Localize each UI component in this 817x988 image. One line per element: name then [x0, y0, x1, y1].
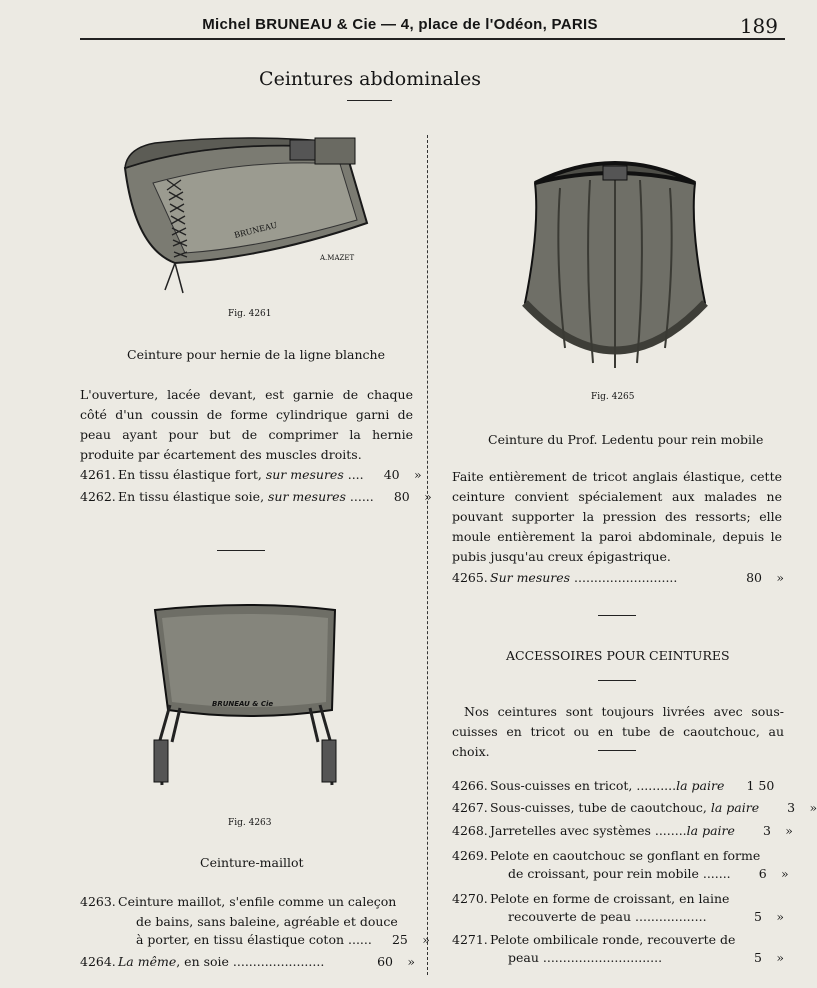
accessories-heading: ACCESSOIRES POUR CEINTURES: [506, 648, 730, 663]
price-line-4269-b: de croissant, pour rein mobile ....... 6 »: [508, 866, 789, 881]
belt-imprint-text: BRUNEAU: [233, 220, 279, 240]
product-title-4263: Ceinture-maillot: [200, 855, 304, 870]
figure-caption-4263: Fig. 4263: [228, 818, 272, 828]
section-rule: [598, 750, 636, 751]
product-title-4265: Ceinture du Prof. Ledentu pour rein mobile: [488, 432, 764, 447]
price-line-4263-a: 4263. Ceinture maillot, s'enfile comme un caleçon: [80, 894, 397, 909]
price-line-4267: 4267. Sous-cuisses, tube de caoutchouc, la paire 3 »: [452, 800, 817, 815]
figure-caption-4261: Fig. 4261: [228, 309, 272, 319]
price-line-4269-a: 4269. Pelote en caoutchouc se gonflant en forme: [452, 848, 761, 863]
description-4265: Faite entièrement de tricot anglais élastique, cette ceinture convient spécialement aux malades ne pouvant supporter la pression des ressorts; elle moule entièrement la paroi abdominale, depuis le pubis jusqu'au creux épigastrique.: [452, 469, 782, 564]
accessories-note: Nos ceintures sont toujours livrées avec sous-cuisses en tricot ou en tube de caoutchouc, au choix.: [452, 704, 784, 759]
figure-caption-4265: Fig. 4265: [591, 392, 635, 402]
price-line-4263-c: à porter, en tissu élastique coton ...... 25 »: [136, 932, 430, 947]
title-rule: [347, 100, 392, 101]
price-line-4266: 4266. Sous-cuisses en tricot, ..........la paire 1 50: [452, 778, 775, 793]
price-line-4271-b: peau .............................. 5 »: [508, 950, 784, 965]
price-line-4268: 4268. Jarretelles avec systèmes ........la paire 3 »: [452, 823, 793, 838]
description-4261: L'ouverture, lacée devant, est garnie de chaque côté d'un coussin de forme cylindrique garni de peau ayant pour but de comprimer la hernie produite par écartement des muscles droits.: [80, 387, 413, 462]
artist-signature: A.MAZET: [320, 254, 355, 262]
header-rule: [80, 38, 785, 40]
price-line-4270-b: recouverte de peau .................. 5 »: [508, 909, 784, 924]
maillot-belt-illustration: [150, 600, 350, 800]
column-divider: [427, 135, 428, 975]
section-rule: [598, 680, 636, 681]
price-line-4271-a: 4271. Pelote ombilicale ronde, recouverte de: [452, 932, 736, 947]
price-line-4270-a: 4270. Pelote en forme de croissant, en laine: [452, 891, 730, 906]
price-line-4263-b: de bains, sans baleine, agréable et douce: [136, 914, 398, 929]
price-line-4262: 4262. En tissu élastique soie, sur mesures ...... 80 »: [80, 489, 432, 504]
maillot-imprint-text: BRUNEAU & Cie: [212, 700, 274, 708]
page-header: Michel BRUNEAU & Cie — 4, place de l'Odéon, PARIS: [202, 16, 598, 33]
price-line-4261: 4261. En tissu élastique fort, sur mesures .... 40 »: [80, 467, 422, 482]
page-number: 189: [739, 14, 778, 38]
ledentu-belt-illustration: [515, 148, 715, 388]
page-title: Ceintures abdominales: [259, 68, 481, 90]
price-line-4265: 4265. Sur mesures .......................... 80 »: [452, 570, 784, 585]
section-rule: [217, 550, 265, 551]
hernia-belt-illustration: [95, 128, 395, 303]
price-line-4264: 4264. La même, en soie ....................... 60 »: [80, 954, 415, 969]
product-title-4261: Ceinture pour hernie de la ligne blanche: [127, 347, 385, 362]
section-rule: [598, 615, 636, 616]
